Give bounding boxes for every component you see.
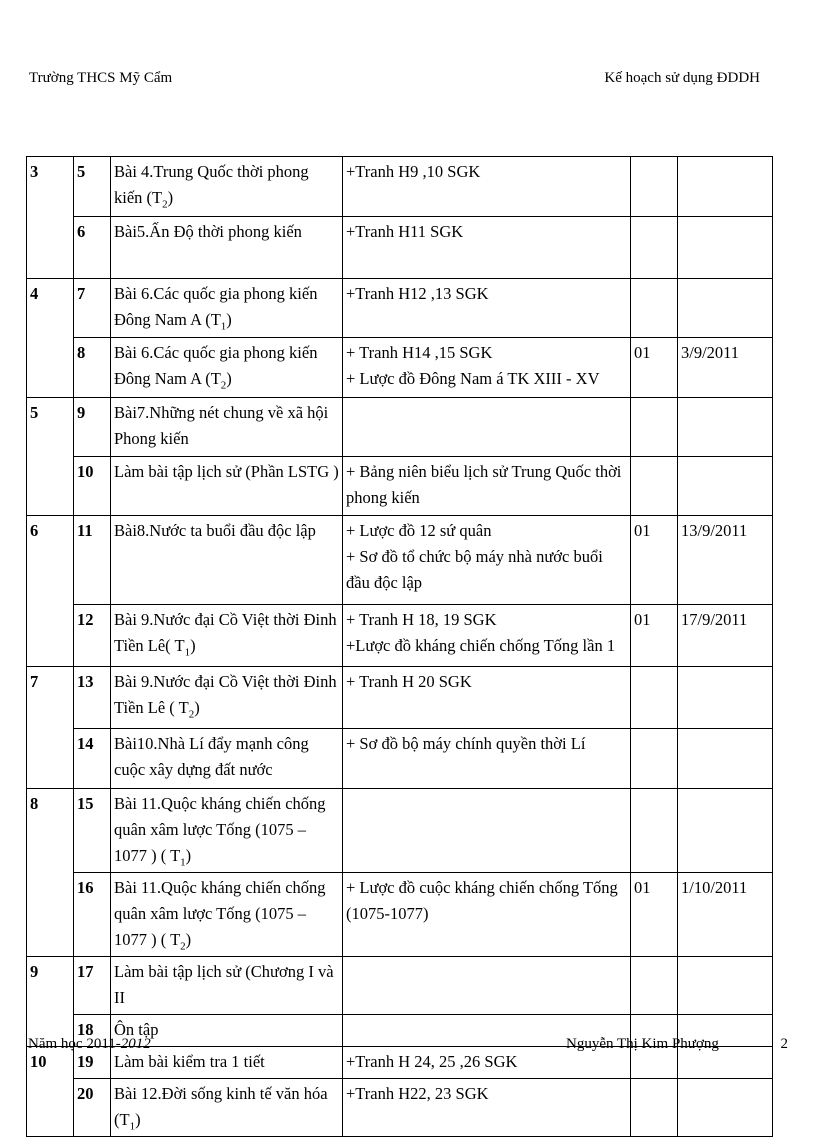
lesson-topic-cell: Bài 6.Các quốc gia phong kiến Đông Nam A $(T_2)$ [111, 338, 343, 398]
table-row [27, 1079, 773, 1137]
date-cell [678, 957, 773, 1015]
week-cell: 3 [27, 157, 74, 279]
lesson-topic-cell: Bài 4.Trung Quốc thời phong kiến $(T_2)$ [111, 157, 343, 217]
lesson-topic-cell: Bài 11.Quộc kháng chiến chống quân xâm lược Tống (1075 – 1077 ) ( $T_1$) [111, 789, 343, 873]
table-row [27, 398, 773, 457]
lesson-number-cell: 8 [74, 338, 111, 398]
table-row [27, 457, 773, 516]
lesson-topic-cell: Làm bài tập lịch sử (Phần LSTG ) [111, 457, 343, 516]
table-row [27, 217, 773, 279]
lesson-topic-cell: Bài 9.Nước đại Cồ Việt thời Đinh Tiền Lê ( $T_2$) [111, 667, 343, 729]
date-cell [678, 1079, 773, 1137]
lesson-number-cell: 7 [74, 279, 111, 338]
table-row [27, 729, 773, 789]
equipment-cell: + Sơ đồ bộ máy chính quyền thời Lí [343, 729, 631, 789]
quantity-cell [631, 217, 678, 279]
table-row [27, 605, 773, 667]
equipment-cell: +Tranh H12 ,13 SGK [343, 279, 631, 338]
lesson-number-cell: 20 [74, 1079, 111, 1137]
quantity-cell [631, 729, 678, 789]
author-name: Nguyễn Thị Kim Phượng [566, 1036, 719, 1052]
lesson-number-cell: 10 [74, 457, 111, 516]
equipment-cell: +Tranh H22, 23 SGK [343, 1079, 631, 1137]
lesson-number-cell: 13 [74, 667, 111, 729]
lesson-number-cell: 14 [74, 729, 111, 789]
date-cell: 3/9/2011 [678, 338, 773, 398]
equipment-cell: + Tranh H 18, 19 SGK +Lược đồ kháng chiến chống Tống lần 1 [343, 605, 631, 667]
equipment-cell: +Tranh H11 SGK [343, 217, 631, 279]
lesson-topic-cell: Bài 12.Đời sống kinh tế văn hóa $(T_1)$ [111, 1079, 343, 1137]
lesson-number-cell: 5 [74, 157, 111, 217]
table-row [27, 516, 773, 605]
lesson-topic-cell: Bài7.Những nét chung về xã hội Phong kiến [111, 398, 343, 457]
lesson-topic-cell: Bài8.Nước ta buổi đầu độc lập [111, 516, 343, 605]
quantity-cell [631, 789, 678, 873]
table-row [27, 667, 773, 729]
lesson-topic-cell: Làm bài tập lịch sử (Chương I và II [111, 957, 343, 1015]
table-row [27, 279, 773, 338]
date-cell [678, 667, 773, 729]
quantity-cell [631, 957, 678, 1015]
equipment-cell: +Tranh H 24, 25 ,26 SGK [343, 1047, 631, 1079]
lesson-number-cell: 17 [74, 957, 111, 1015]
table-row [27, 157, 773, 217]
week-cell: 8 [27, 789, 74, 957]
equipment-cell: + Bảng niên biểu lịch sử Trung Quốc thời phong kiến [343, 457, 631, 516]
lesson-topic-cell: Bài 6.Các quốc gia phong kiến Đông Nam A $(T_1)$ [111, 279, 343, 338]
week-cell: 9 [27, 957, 74, 1047]
date-cell [678, 157, 773, 217]
week-cell: 4 [27, 279, 74, 398]
week-cell: 10 [27, 1047, 74, 1137]
lesson-number-cell: 6 [74, 217, 111, 279]
date-cell [678, 729, 773, 789]
quantity-cell [631, 457, 678, 516]
school-name: Trường THCS Mỹ Cẩm [29, 70, 173, 86]
lesson-number-cell: 9 [74, 398, 111, 457]
date-cell [678, 457, 773, 516]
quantity-cell [631, 157, 678, 217]
date-cell: 17/9/2011 [678, 605, 773, 667]
table-row [27, 873, 773, 957]
equipment-cell [343, 398, 631, 457]
lesson-topic-cell: Bài5.Ấn Độ thời phong kiến [111, 217, 343, 279]
lesson-topic-cell: Bài 11.Quộc kháng chiến chống quân xâm lược Tống (1075 – 1077 ) ( $T_2$) [111, 873, 343, 957]
equipment-plan-table [26, 156, 773, 1137]
lesson-number-cell: 12 [74, 605, 111, 667]
table-row [27, 338, 773, 398]
lesson-topic-cell: Bài10.Nhà Lí đẩy mạnh công cuộc xây dựng đất nước [111, 729, 343, 789]
equipment-cell [343, 789, 631, 873]
lesson-topic-cell: Bài 9.Nước đại Cồ Việt thời Đinh Tiền Lê( $T_1$) [111, 605, 343, 667]
lesson-number-cell: 16 [74, 873, 111, 957]
quantity-cell [631, 1079, 678, 1137]
lesson-number-cell: 11 [74, 516, 111, 605]
quantity-cell: 01 [631, 338, 678, 398]
quantity-cell [631, 667, 678, 729]
document-title: Kế hoạch sử dụng ĐDDH [604, 70, 760, 86]
date-cell: 13/9/2011 [678, 516, 773, 605]
table-row [27, 789, 773, 873]
table-row [27, 957, 773, 1015]
quantity-cell: 01 [631, 873, 678, 957]
lesson-topic-cell: Làm bài kiểm tra 1 tiết [111, 1047, 343, 1079]
week-cell: 7 [27, 667, 74, 789]
quantity-cell: 01 [631, 605, 678, 667]
equipment-cell [343, 957, 631, 1015]
lesson-number-cell: 18 [74, 1015, 111, 1047]
lesson-topic-cell: Ôn tập [111, 1015, 343, 1047]
week-cell: 5 [27, 398, 74, 516]
equipment-cell: + Lược đồ cuộc kháng chiến chống Tống (1075-1077) [343, 873, 631, 957]
quantity-cell: 01 [631, 516, 678, 605]
school-year: Năm học 2011-2012 [28, 1036, 151, 1052]
date-cell [678, 279, 773, 338]
date-cell: 1/10/2011 [678, 873, 773, 957]
quantity-cell [631, 279, 678, 338]
equipment-cell: + Tranh H 20 SGK [343, 667, 631, 729]
equipment-cell: + Tranh H14 ,15 SGK + Lược đồ Đông Nam á TK XIII - XV [343, 338, 631, 398]
date-cell [678, 217, 773, 279]
equipment-cell: + Lược đồ 12 sứ quân + Sơ đồ tổ chức bộ máy nhà nước buổi đầu độc lập [343, 516, 631, 605]
quantity-cell [631, 398, 678, 457]
date-cell [678, 398, 773, 457]
date-cell [678, 789, 773, 873]
page-number: 2 [780, 1036, 788, 1052]
week-cell: 6 [27, 516, 74, 667]
equipment-cell: +Tranh H9 ,10 SGK [343, 157, 631, 217]
lesson-number-cell: 15 [74, 789, 111, 873]
lesson-number-cell: 19 [74, 1047, 111, 1079]
